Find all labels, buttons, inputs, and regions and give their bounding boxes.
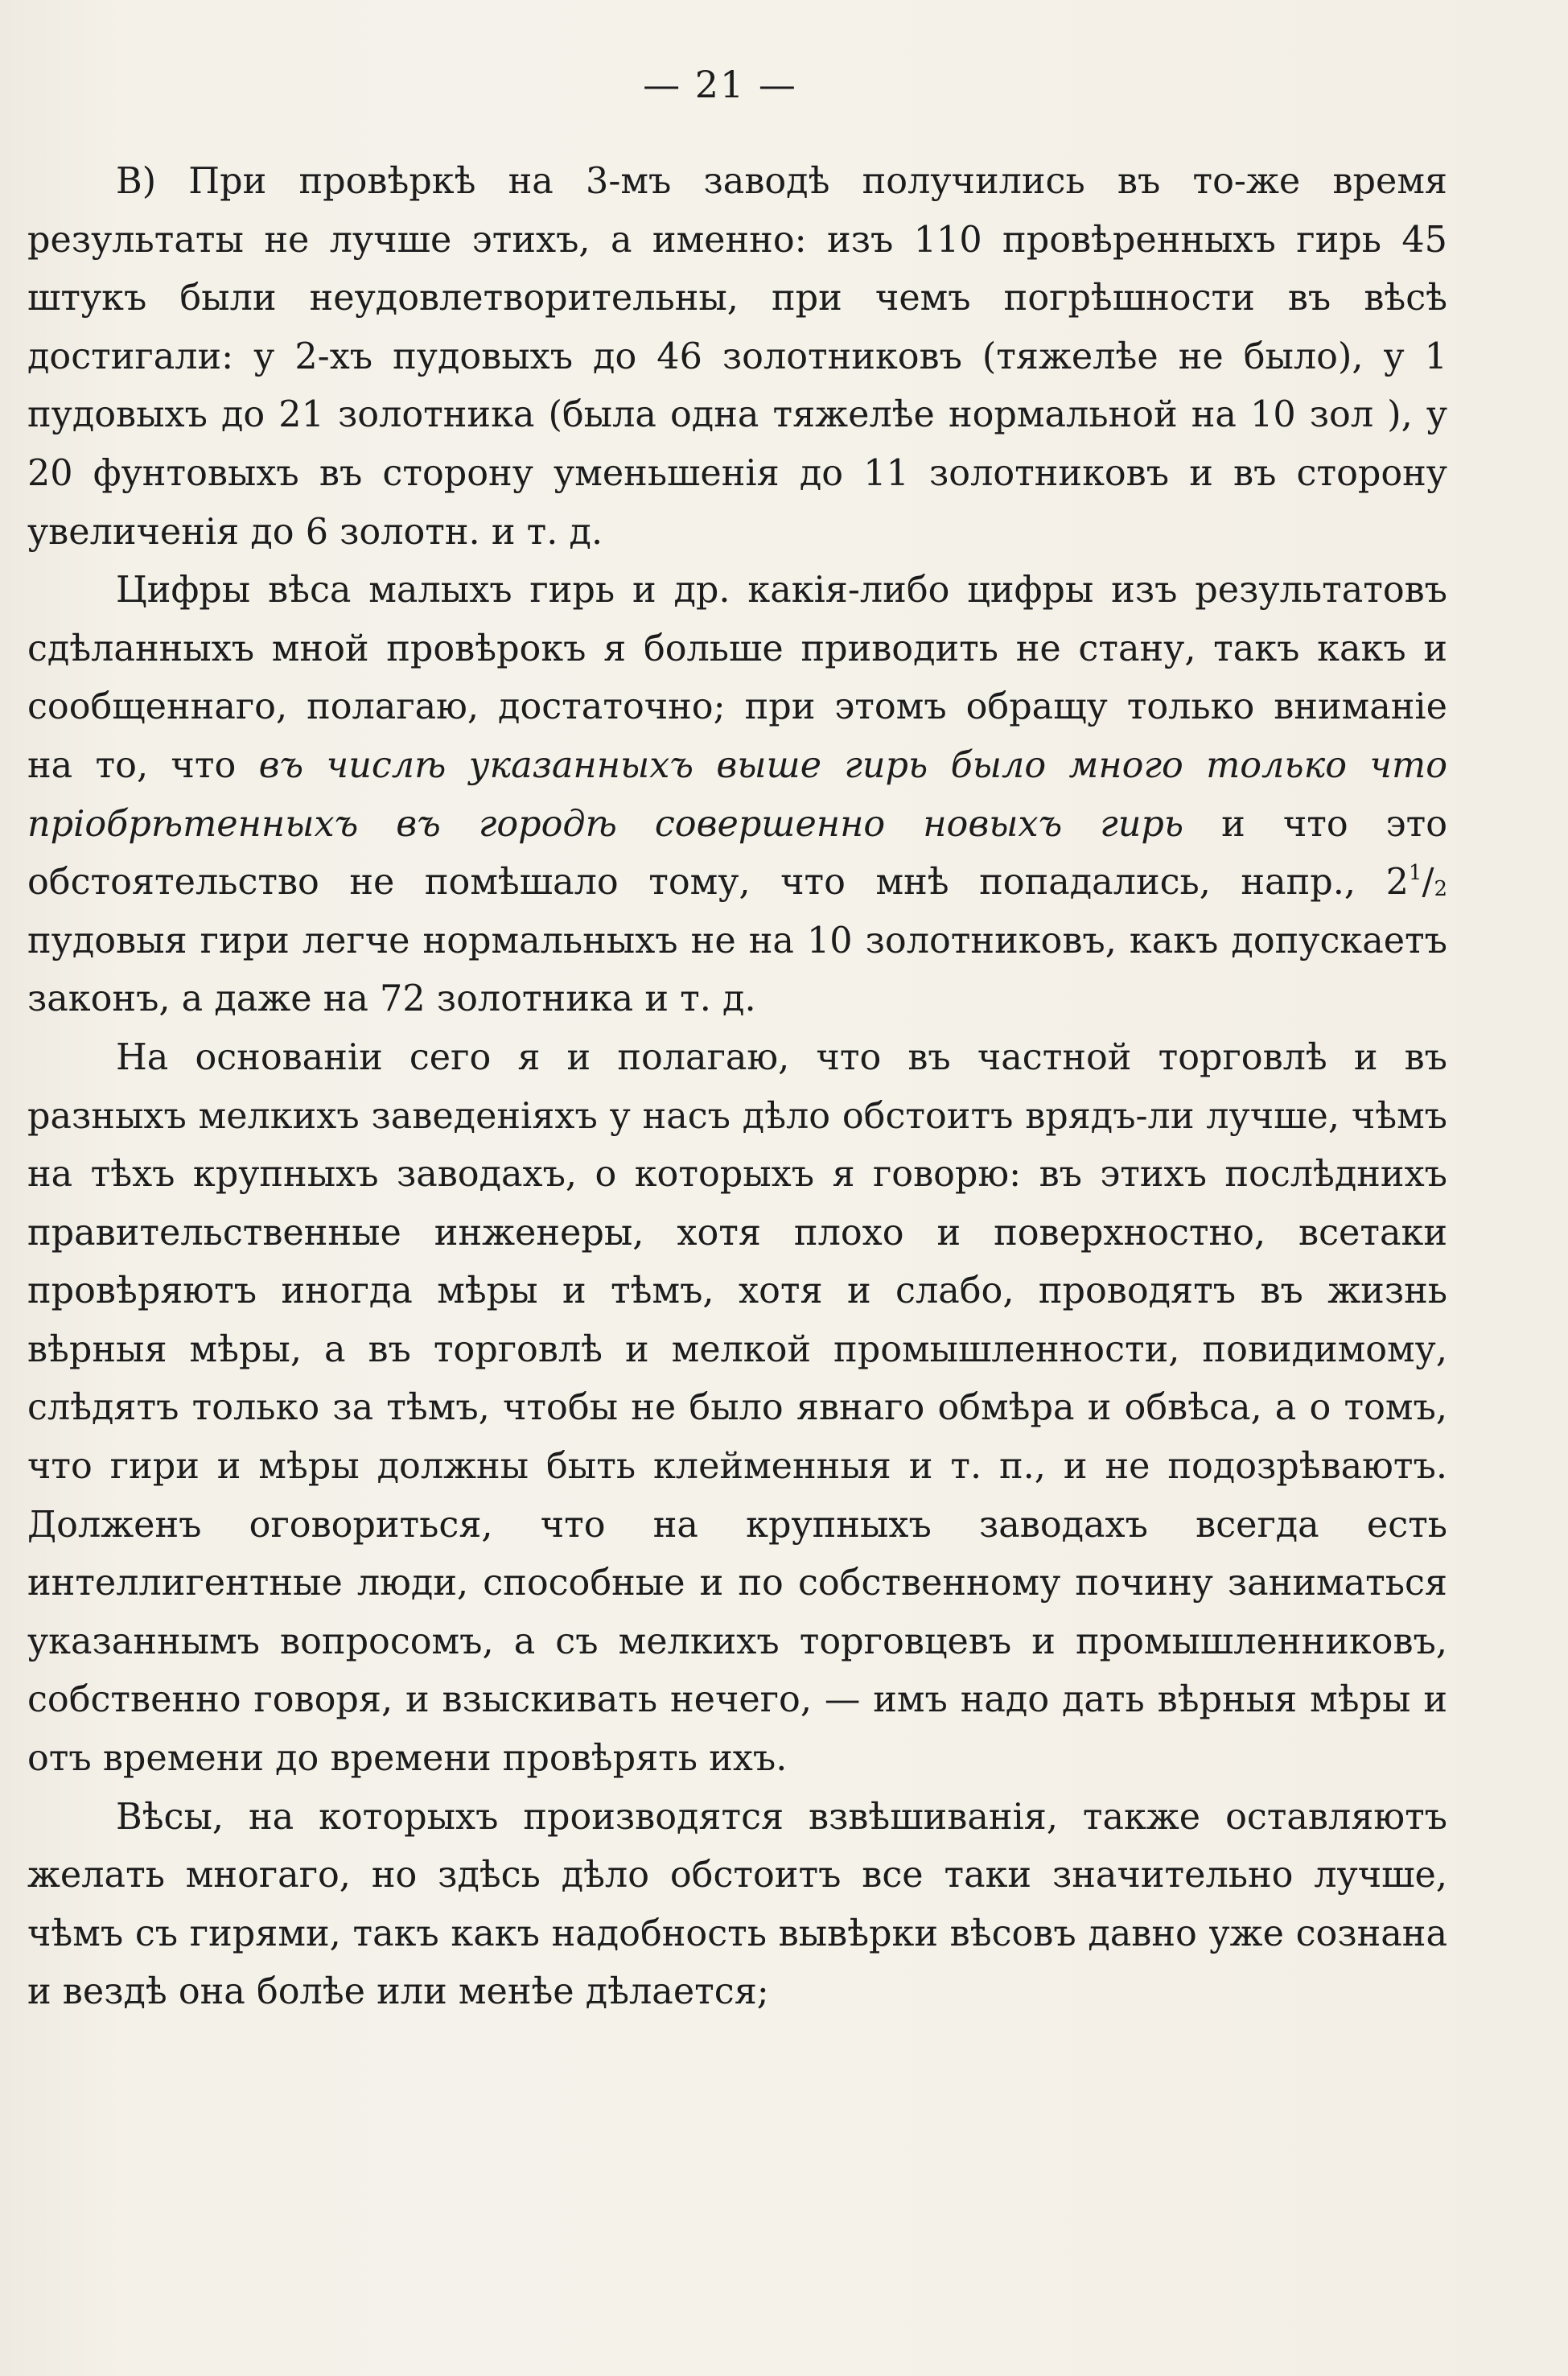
paragraph-2-italic-emphasis: въ числѣ указанныхъ выше гирь было много только что пріобрѣтенныхъ въ городѣ совершенно новыхъ гирь	[27, 744, 1448, 845]
body-text	[27, 153, 1447, 2022]
paragraph-1: В) При провѣркѣ на 3-мъ заводѣ получились въ то-же время результаты не лучше этихъ, а именно: изъ 110 провѣренныхъ гирь 45 штукъ были неудовлетворительны, при чемъ погрѣшности въ вѣсѣ достигали: у 2-хъ пудовыхъ до 46 золотниковъ (тяжелѣе не было), у 1 пудовыхъ до 21 золотника (была одна тяжелѣе нормальной на 10 зол ), у 20 фунтовыхъ въ сторону уменьшенія до 11 золотниковъ и въ сторону увеличенія до 6 золотн. и т. д.	[27, 161, 1447, 553]
fraction-denominator: 2	[1434, 877, 1447, 902]
paragraph-3: На основаніи сего я и полагаю, что въ частной торговлѣ и въ разныхъ мелкихъ заведеніяхъ у насъ дѣло обстоитъ врядъ-ли лучше, чѣмъ на тѣхъ крупныхъ заводахъ, о которыхъ я говорю: въ этихъ послѣднихъ правительственные инженеры, хотя плохо и поверхностно, всетаки провѣряютъ иногда мѣры и тѣмъ, хотя и слабо, проводятъ въ жизнь вѣрныя мѣры, а въ торговлѣ и мелкой промышленности, повидимому, слѣдятъ только за тѣмъ, чтобы не было явнаго обмѣра и обвѣса, а о томъ, что гири и мѣры должны быть клейменныя и т. п., и не подозрѣваютъ. Долженъ оговориться, что на крупныхъ заводахъ всегда есть интеллигентные люди, способные и по собственному почину заниматься указаннымъ вопросомъ, а съ мелкихъ торговцевъ и промышленниковъ, собственно говоря, и взыскивать нечего, — имъ надо дать вѣрныя мѣры и отъ времени до времени провѣрять ихъ.	[27, 1036, 1447, 1780]
paragraph-2-part-2: и что это обстоятельство не помѣшало тому, что мнѣ попадались, напр., 2	[27, 803, 1448, 904]
fraction-separator: /	[1422, 862, 1434, 904]
paragraph-2-part-1: Цифры вѣса малыхъ гирь и др. какія-либо цифры изъ результатовъ сдѣланныхъ мной провѣрокъ я больше приводить не стану, такъ какъ и сообщеннаго, полагаю, достаточно; при этомъ обращу только вниманіе на то, что	[27, 570, 1447, 786]
page-number: — 21 —	[643, 63, 797, 106]
paragraph-2-part-3: пудовыя гири легче нормальныхъ не на 10 золотниковъ, какъ допускаетъ законъ, а даже на 72 золотника и т. д.	[27, 920, 1447, 1020]
paragraph-4: Вѣсы, на которыхъ производятся взвѣшиванія, также оставляютъ желать многаго, но здѣсь дѣло обстоитъ все таки значительно лучше, чѣмъ съ гирями, такъ какъ надобность вывѣрки вѣсовъ давно уже сознана и вездѣ она болѣе или менѣе дѣлается;	[27, 1796, 1447, 2013]
paragraph-2	[27, 562, 1447, 1029]
fraction-numerator: 1	[1408, 861, 1422, 886]
